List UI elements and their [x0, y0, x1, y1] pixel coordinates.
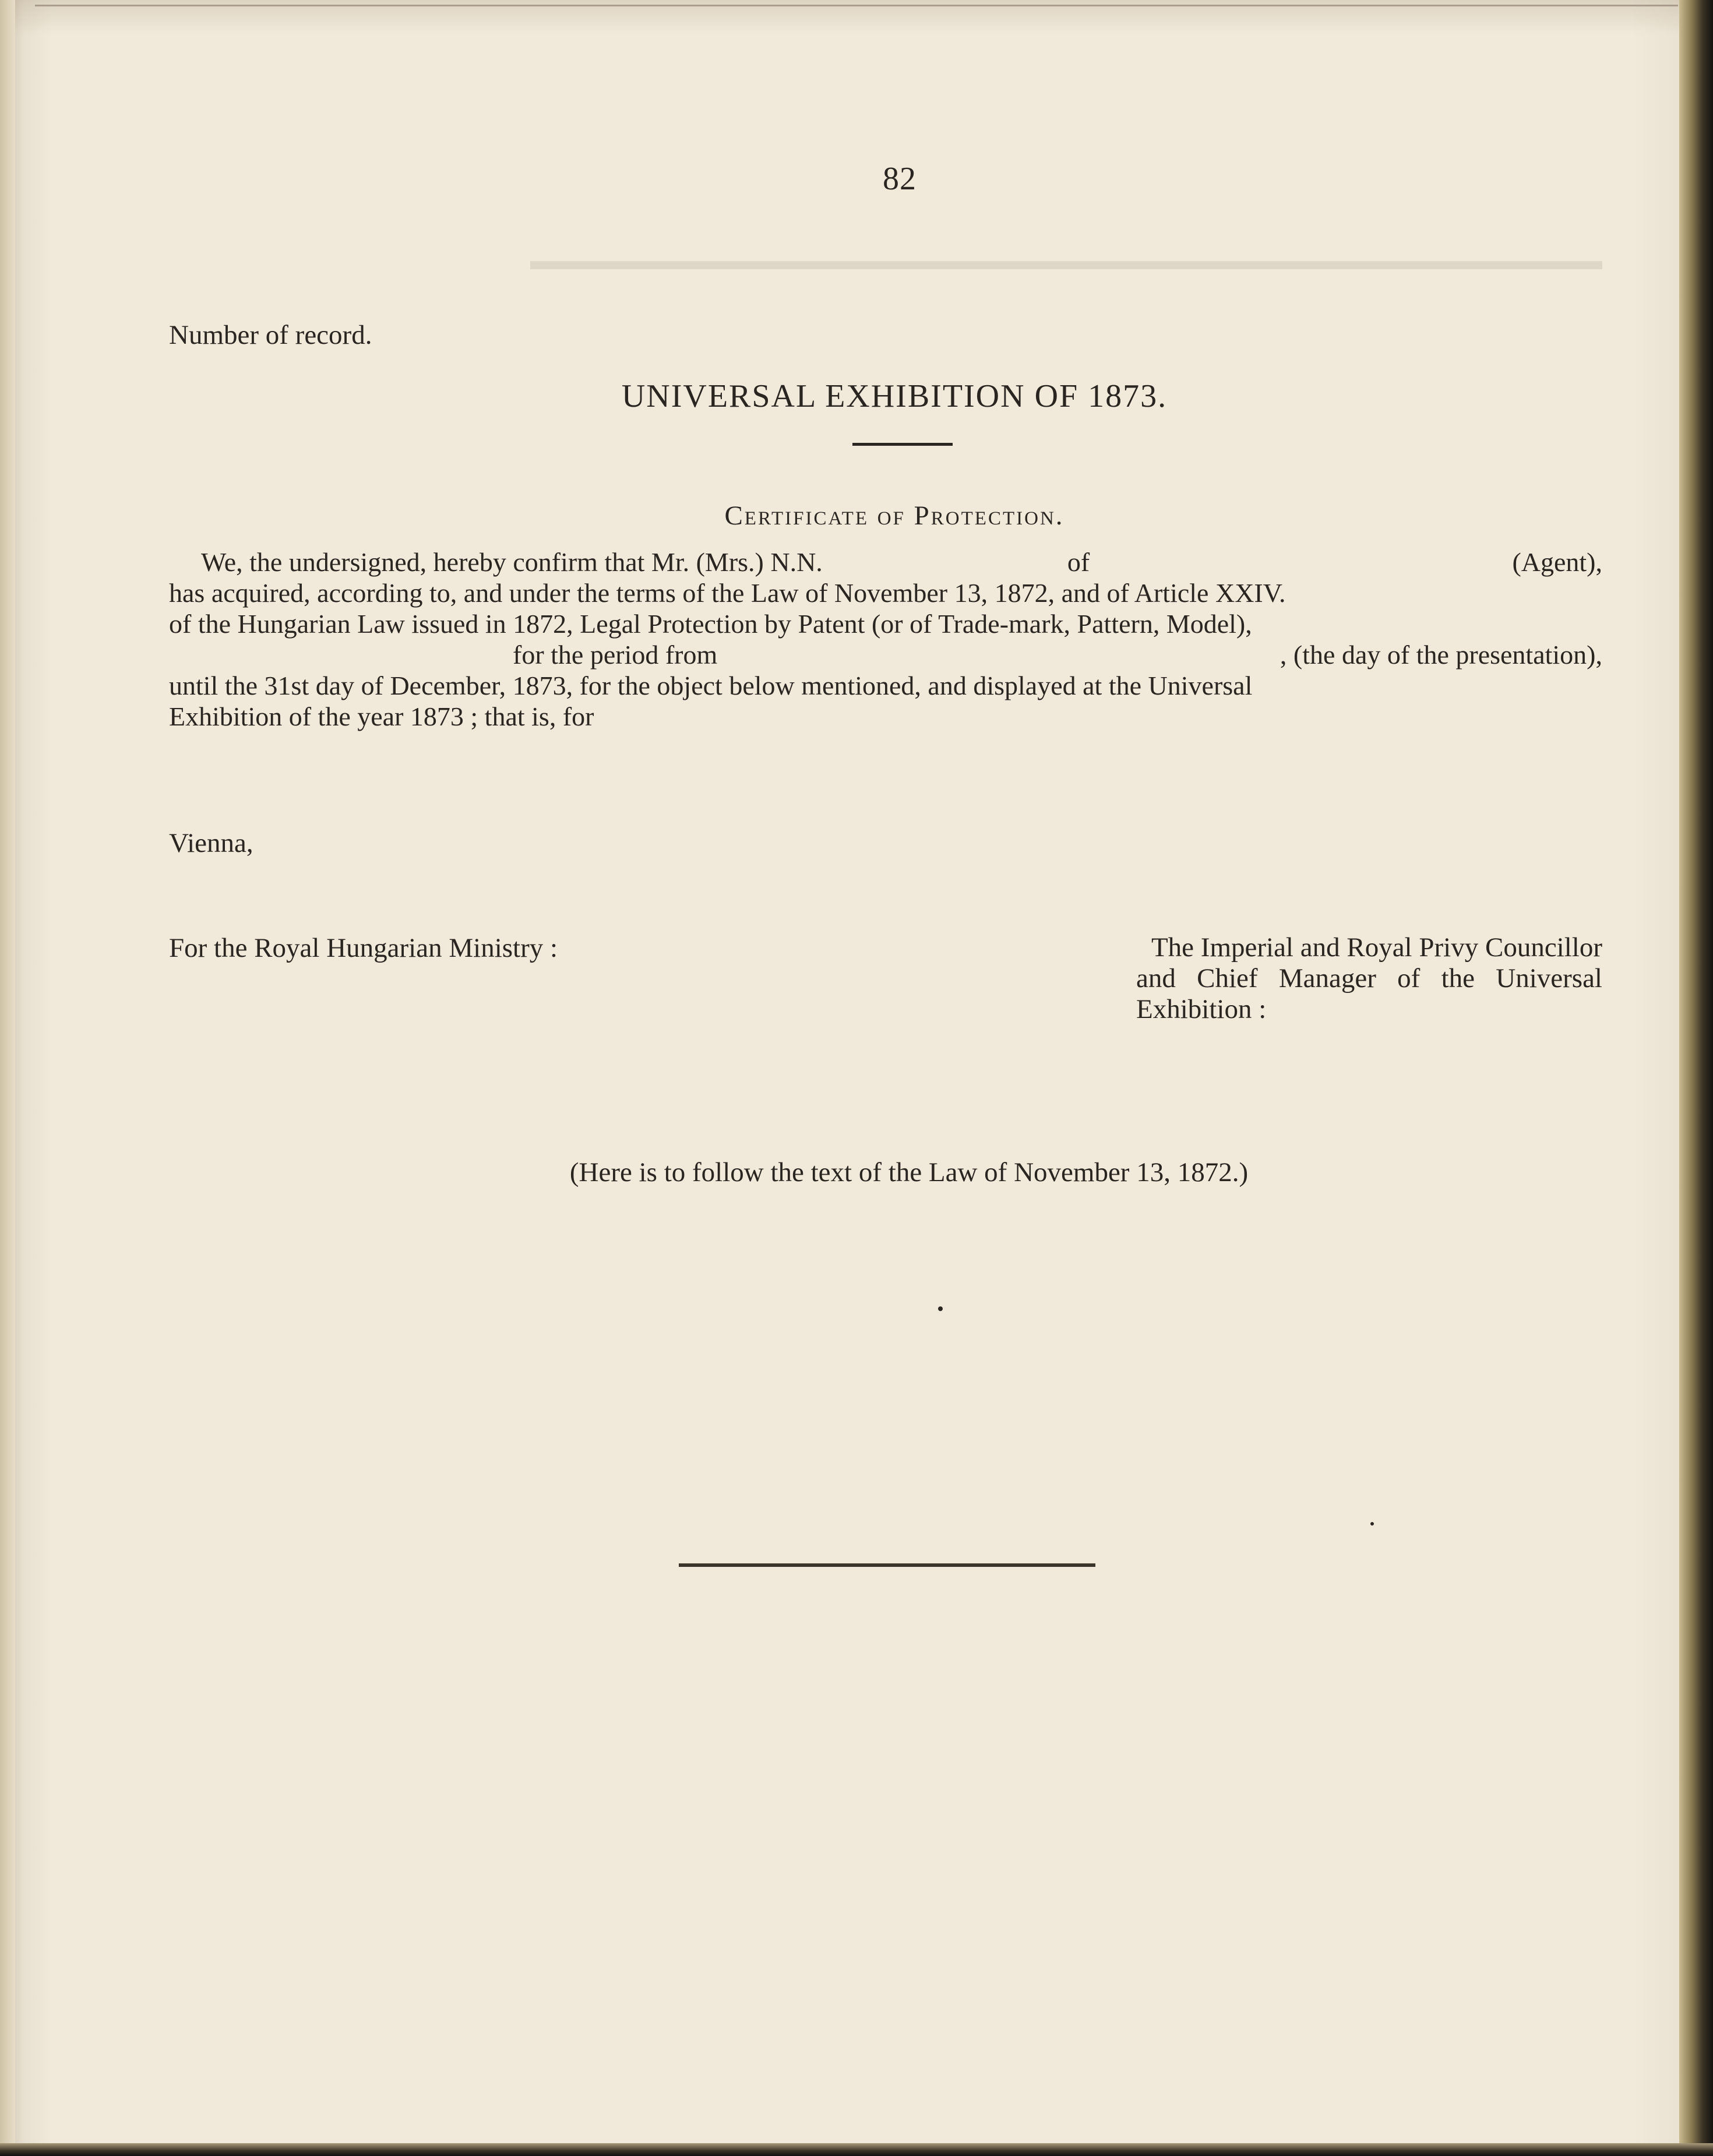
top-edge-rule [35, 5, 1678, 6]
body-line-3: of the Hungarian Law issued in 1872, Legal Protection by Patent (or of Trade-mark, Pattern, Model), [169, 609, 1252, 639]
body-line-1-agent: (Agent), [1512, 547, 1602, 577]
footer-note: (Here is to follow the text of the Law of November 13, 1872.) [569, 1157, 1249, 1188]
page-title: UNIVERSAL EXHIBITION OF 1873. [621, 378, 1168, 414]
page-number: 82 [883, 161, 917, 197]
certificate-body [169, 547, 1602, 732]
certificate-subtitle: Certificate of Protection. [724, 501, 1065, 531]
book-edge-bottom [0, 2143, 1713, 2156]
title-divider [852, 443, 953, 446]
body-line-2: has acquired, according to, and under the terms of the Law of November 13, 1872, and of Article XXIV. [169, 578, 1286, 608]
binding-shadow [0, 0, 15, 2156]
signature-right-line-3: Exhibition : [1136, 994, 1267, 1024]
body-line-1-of: of [1067, 547, 1090, 577]
body-line-6: Exhibition of the year 1873 ; that is, for [169, 702, 594, 731]
signature-right [1095, 932, 1602, 1025]
signature-left: For the Royal Hungarian Ministry : [169, 933, 558, 963]
book-edge-right [1679, 0, 1713, 2156]
end-rule [679, 1563, 1095, 1567]
body-line-5: until the 31st day of December, 1873, for the object below mentioned, and displayed at the Universal [169, 671, 1253, 700]
body-line-4-period: for the period from [513, 640, 718, 670]
bleed-through-texture: ▬▬▬▬▬▬▬▬▬▬▬▬▬▬▬▬▬▬▬▬▬▬▬▬▬▬▬▬▬▬▬▬▬▬▬▬▬▬▬▬ [530, 245, 1602, 275]
body-line-4-presentation: , (the day of the presentation), [1280, 640, 1602, 670]
signature-right-line-2: and Chief Manager of the Universal [1136, 963, 1602, 994]
ink-speck [938, 1306, 943, 1311]
body-line-1-start: We, the undersigned, hereby confirm that Mr. (Mrs.) N.N. [201, 547, 823, 577]
body-line-4 [169, 639, 1602, 670]
ink-speck [1370, 1522, 1374, 1526]
body-line-1 [169, 547, 1602, 577]
record-number-label: Number of record. [169, 320, 372, 350]
place-label: Vienna, [169, 828, 253, 858]
signature-right-line-1: The Imperial and Royal Privy Councillor [1151, 932, 1602, 963]
